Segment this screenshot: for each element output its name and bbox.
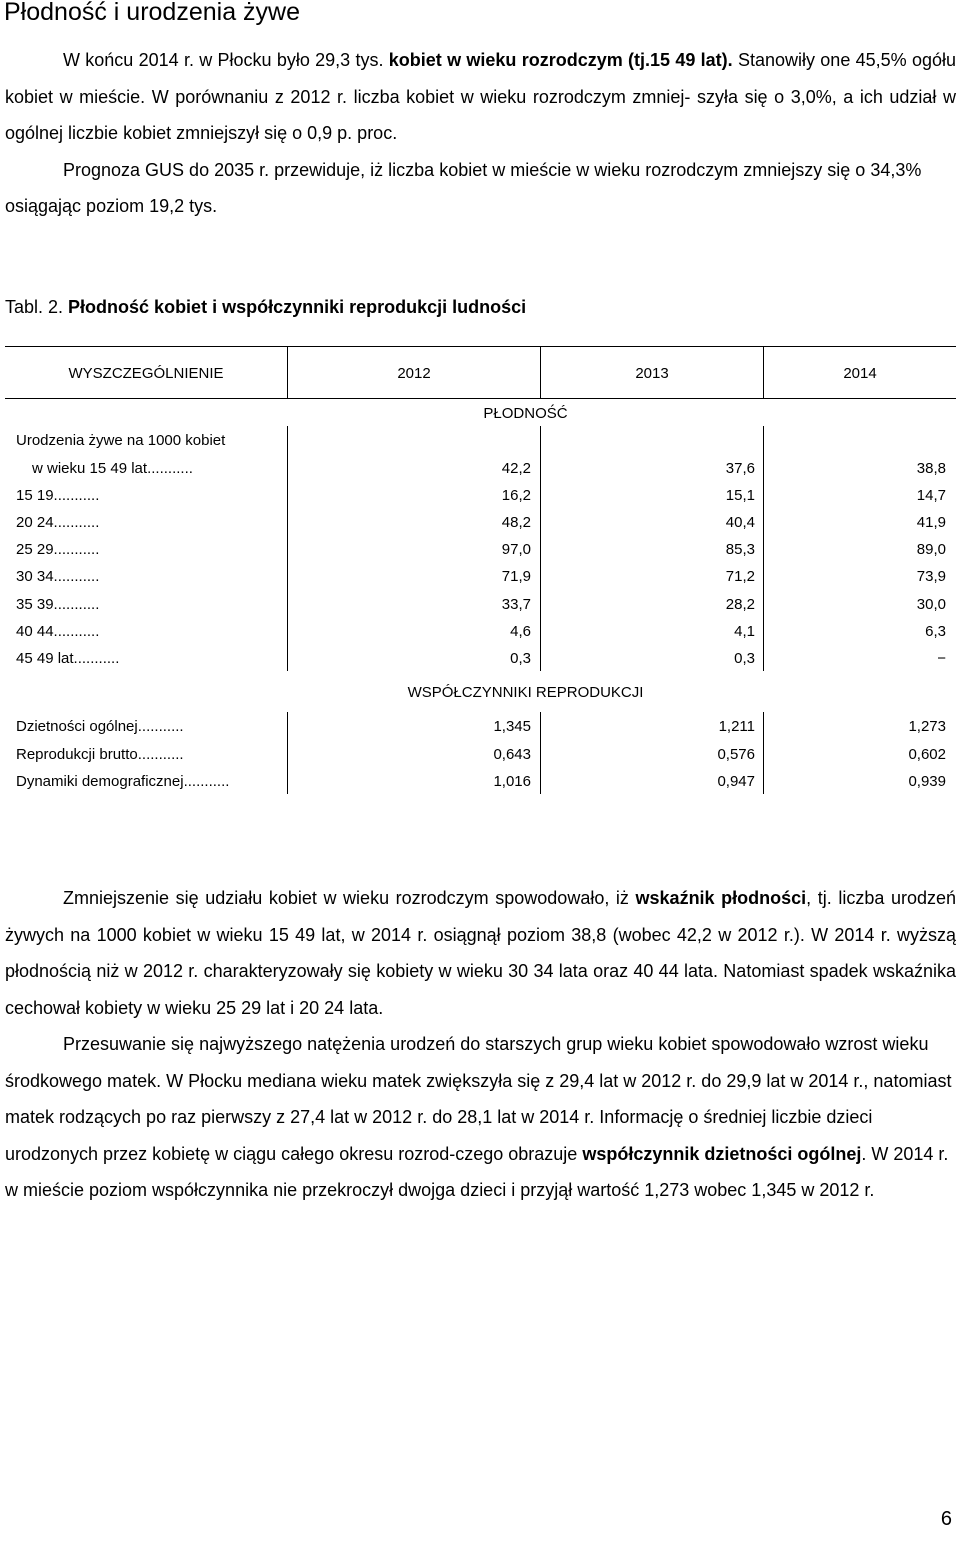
body-divider-2b xyxy=(540,712,541,794)
row-label-text: 40 44 xyxy=(16,622,54,640)
value-cell: 0,576 xyxy=(717,745,755,763)
row-label-text: Dzietności ogólnej xyxy=(16,718,138,735)
intro-text-b: Stanowiły xyxy=(732,50,815,70)
value-cell: 14,7 xyxy=(916,487,946,505)
value-cell: 42,2 xyxy=(501,460,531,477)
body-divider-2a xyxy=(540,426,541,671)
value-cell: 4,1 xyxy=(734,622,755,640)
leader-dots: ........... xyxy=(53,541,100,559)
leader-dots: ........... xyxy=(137,745,184,763)
row-label-text: Reprodukcji brutto xyxy=(16,745,138,763)
row-label-text: Dynamiki demograficznej xyxy=(16,773,184,790)
intro-paragraph-2: Prognoza GUS do 2035 r. przewiduje, iż liczba kobiet w mieście w wieku rozrodczym zmniejszy się o 34,3% osiągając poziom 19,2 tys. xyxy=(5,159,922,216)
leader-dots: ........... xyxy=(53,487,100,505)
value-cell: 89,0 xyxy=(916,541,946,559)
intro-bold-a: kobiet w wieku rozrodczym (tj.15 xyxy=(388,50,676,70)
body-p1-text-b: , tj. liczba urodzeń żywych na 1000 kobiet w wieku 15 49 lat, w 2014 r. osiągnął poziom 38,8 (wobec 42,2 w 2012 r.). W 2014 r. wyższą płodnością niż w 2012 r. charakteryzowały się kobiety w wieku 30 34 lata oraz 40 44 lata. Natomiast spadek wskaźnika cechował kobiety w wieku 25 29 lat i 20 24 lata. xyxy=(5,888,957,1018)
row-label xyxy=(16,623,99,640)
value-cell: 71,9 xyxy=(501,568,531,586)
row-label-text: 45 49 lat xyxy=(16,649,74,667)
row-label-text: 25 29 xyxy=(16,541,54,559)
body-p1-bold: wskaźnik płodności xyxy=(635,888,807,908)
value-cell: 4,6 xyxy=(510,622,531,640)
value-cell: 40,4 xyxy=(725,514,755,532)
section-label-reproduction: WSPÓŁCZYNNIKI REPRODUKCJI xyxy=(407,684,644,701)
leader-dots: ........... xyxy=(53,622,100,640)
section-heading: Płodność i urodzenia żywe xyxy=(4,0,300,26)
row-label xyxy=(16,541,99,558)
leader-dots: ........... xyxy=(73,649,120,667)
body-divider-1a xyxy=(287,426,288,671)
body-p1-text-a: Zmniejszenie się udziału kobiet w wieku rozrodczym spowodowało, iż xyxy=(63,888,636,908)
value-cell: 16,2 xyxy=(501,487,531,505)
table-caption xyxy=(5,297,526,318)
value-cell: 1,345 xyxy=(493,718,531,735)
row-label-text: 30 34 xyxy=(16,568,54,586)
row-label xyxy=(16,568,99,585)
table-top-rule xyxy=(5,346,956,347)
value-cell: 1,016 xyxy=(493,773,531,790)
row-label xyxy=(16,773,229,790)
value-cell: 28,2 xyxy=(725,595,755,613)
value-cell: 33,7 xyxy=(501,595,531,613)
table-header-rule xyxy=(5,398,956,399)
value-cell: 71,2 xyxy=(725,568,755,586)
section-label-fertility: PŁODNOŚĆ xyxy=(483,405,568,422)
intro-text-a: W końcu 2014 r. w Płocku było 29,3 tys. xyxy=(63,50,389,70)
row-label xyxy=(16,718,184,735)
row-label xyxy=(16,514,99,531)
column-header-label: WYSZCZEGÓLNIENIE xyxy=(68,365,224,382)
body-paragraph-2 xyxy=(5,1026,956,1209)
body-text xyxy=(5,880,956,1209)
value-cell: − xyxy=(937,649,946,667)
value-cell: 1,273 xyxy=(908,718,946,735)
leader-dots: ........... xyxy=(53,595,100,613)
column-header-2014: 2014 xyxy=(843,365,877,382)
row-label-text: 20 24 xyxy=(16,514,54,532)
value-cell: 30,0 xyxy=(916,595,946,613)
value-cell: 6,3 xyxy=(925,622,946,640)
leader-dots: ........... xyxy=(53,514,100,532)
body-paragraph-1 xyxy=(5,880,956,1026)
table-caption-title: Płodność kobiet i współczynniki reprodukcji ludności xyxy=(68,297,527,317)
body-divider-3b xyxy=(763,712,764,794)
row-label xyxy=(16,487,99,504)
value-cell: 85,3 xyxy=(725,541,755,559)
leader-dots: ........... xyxy=(147,460,193,477)
leader-dots: ........... xyxy=(53,568,100,586)
value-cell: 37,6 xyxy=(725,460,755,477)
intro-text xyxy=(5,42,956,225)
value-cell: 48,2 xyxy=(501,514,531,532)
intro-bold-b: 49 lat). xyxy=(675,50,733,70)
row-group-label: Urodzenia żywe na 1000 kobiet xyxy=(16,432,226,449)
value-cell: 73,9 xyxy=(916,568,946,586)
row-label xyxy=(32,460,193,477)
column-header-2012: 2012 xyxy=(397,365,431,382)
value-cell: 15,1 xyxy=(725,487,755,505)
body-p2-text-b: . W 2014 r. w mieście poziom współczynnika nie przekroczył dwojga dzieci i przyjął wartość 1,273 wobec 1,345 w 2012 r. xyxy=(5,1143,949,1200)
value-cell: 0,602 xyxy=(908,745,946,763)
row-label-text: 35 39 xyxy=(16,595,54,613)
body-p2-text-a: Przesuwanie się najwyższego natężenia urodzeń do starszych grup wieku kobiet spowodowało wzrost wieku środkowego matek. W Płocku mediana wieku matek zwiększyła się z 29,4 lat w 2012 r. do 29,9 lat w 2014 r., natomiast matek rodzących po raz pierwszy z 27,4 lat w 2012 r. do 28,1 lat w 2014 r. Informację o średniej liczbie dzieci urodzonych przez kobietę w ciągu całego okresu rozrod-czego obrazuje xyxy=(5,1034,952,1164)
leader-dots: ........... xyxy=(137,718,184,735)
row-label-text: w wieku 15 49 lat xyxy=(32,460,148,477)
value-cell: 0,643 xyxy=(493,745,531,763)
body-p2-bold: współczynnik dzietności ogólnej xyxy=(582,1143,862,1164)
value-cell: 41,9 xyxy=(916,514,946,532)
table-caption-prefix: Tabl. 2. xyxy=(5,297,69,317)
row-label xyxy=(16,596,99,613)
column-header-2013: 2013 xyxy=(635,365,669,382)
value-cell: 0,947 xyxy=(717,773,755,790)
value-cell: 97,0 xyxy=(501,541,531,559)
value-cell: 38,8 xyxy=(916,460,946,477)
row-label-text: 15 19 xyxy=(16,487,54,505)
page-number: 6 xyxy=(940,1508,952,1530)
leader-dots: ........... xyxy=(183,773,230,790)
row-label xyxy=(16,650,119,667)
body-divider-1b xyxy=(287,712,288,794)
value-cell: 1,211 xyxy=(718,718,755,735)
value-cell: 0,3 xyxy=(734,649,755,667)
intro-paragraph-1 xyxy=(5,42,956,152)
value-cell: 0,3 xyxy=(510,649,531,667)
row-label xyxy=(16,746,184,763)
intro-text-d: szyła się o 3,0%, a ich udział w ogólnej liczbie kobiet zmniejszył się o 0,9 p. proc. xyxy=(5,86,956,143)
value-cell: 0,939 xyxy=(908,773,946,790)
body-divider-3a xyxy=(763,426,764,671)
intro-text-c: one 45,5% ogółu kobiet w mieście. W porównaniu z 2012 r. liczba kobiet w wieku rozrodczym zmniej- xyxy=(5,50,956,107)
